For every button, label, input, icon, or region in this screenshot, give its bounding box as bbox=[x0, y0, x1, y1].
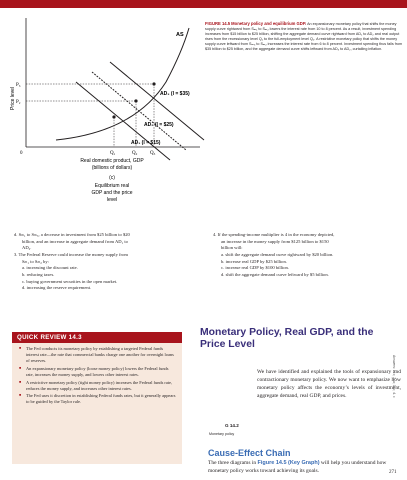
answers-key: Answers: 1. c; 2. a; 3. c; 4. c bbox=[392, 355, 396, 398]
p2-label: P₂ bbox=[16, 100, 21, 105]
figure-subtitle: Monetary policy and equilibrium GDP. bbox=[231, 21, 307, 26]
section-body: We have identified and explained the tools of expansionary and contractionary monetary policy. We now want to emphasize how monetary policy affects the economy’s levels of investment, aggregate demand, real GDP, and prices. bbox=[257, 369, 401, 399]
question-4-stem: 4. If the spending-income multiplier is 4 in the economy depicted, bbox=[213, 232, 335, 237]
cause-effect-text-2: will help you understand how monetary policy works toward achieving its goals. bbox=[208, 460, 387, 474]
question-3-stem-2: Sₘ₁ to Sₘ₂ by: bbox=[22, 258, 49, 264]
figure-text: An expansionary monetary policy that shifts the money supply curve rightward from Sₘ₁ to Sₘ₂ lowers the interest rate from 10 to 8 percent. As a result, investment spending increases from $15 billion to $25 billion, shifting the aggregate demand curve rightward from AD₁ to AD₂ and real output rises from the recessionary level Q₁ to the full-employment level Q₂. A restrictive monetary policy that shifts the money supply curve leftward from Sₘ₃ to Sₘ₂ increases the interest rate from 6 to 8 percent. Investment spending thus falls from $35 billion to $25 billion, and the aggregate demand curve shifts leftward from AD₃ to AD₂, curtailing inflation. bbox=[205, 22, 403, 51]
panel-title-2: GDP and the price bbox=[91, 190, 133, 196]
question-4-option-d: d. shift the aggregate demand curve leftward by $5 billion. bbox=[221, 271, 329, 277]
eq-point-2 bbox=[134, 99, 137, 102]
q1-label: Q₁ bbox=[110, 151, 116, 156]
question-4-option-c: c. increase real GDP by $100 billion. bbox=[221, 265, 289, 271]
eq-point-3 bbox=[152, 82, 155, 85]
x-axis-label-1: Real domestic product, GDP bbox=[80, 158, 144, 164]
question-3-option-a: a. increasing the discount rate. bbox=[22, 265, 78, 271]
panel-title-3: level bbox=[106, 197, 118, 203]
cause-effect-text-1: The three diagrams in bbox=[208, 460, 258, 466]
question-4-stem-3: billion will: bbox=[221, 245, 243, 251]
question-4-stem-2: an increase in the money supply from $125 billion to $150 bbox=[221, 238, 329, 244]
quick-review-item: ■ An expansionary monetary policy (loose money policy) lowers the Federal funds rate, increases the money supply, and lowers other interest rates. bbox=[26, 366, 176, 378]
question-3-option-b: b. reducing taxes. bbox=[22, 271, 55, 277]
figure-number: FIGURE 14.5 bbox=[205, 21, 231, 26]
quick-review-title: QUICK REVIEW 14.3 bbox=[12, 332, 182, 343]
ad1-curve bbox=[76, 82, 170, 160]
questions-left bbox=[14, 232, 130, 292]
cause-effect-body bbox=[208, 460, 401, 476]
question-d-line-1: d. Sₘ₁ to Sₘ₃, a decrease in investment from $25 billion to $20 bbox=[14, 232, 130, 237]
panel-title-1: Equilibrium real bbox=[94, 183, 130, 189]
quick-review-item: ■ The Fed uses it discretion in establishing Federal funds rates, but it generally appears to be guided by the Taylor rule. bbox=[26, 393, 176, 405]
question-d-line-2: billion, and an increase in aggregate demand from AD₁ to bbox=[22, 238, 128, 244]
ad1-label: AD₁ (I = $15) bbox=[131, 140, 161, 146]
quick-review-list bbox=[12, 346, 182, 406]
ad-as-graph bbox=[4, 12, 214, 212]
top-color-bar bbox=[0, 0, 407, 8]
section-title: Monetary Policy, Real GDP, and the Price Level bbox=[200, 327, 374, 350]
p3-label: P₃ bbox=[16, 83, 21, 88]
q3-label: Q₃ bbox=[150, 151, 156, 156]
learning-objective-code: G 14.2 bbox=[225, 423, 239, 428]
ad3-label: AD₃ (I = $35) bbox=[160, 91, 190, 97]
question-4-option-b: b. increase real GDP by $25 billion. bbox=[221, 258, 287, 264]
ad2-label: AD₂ (I = $25) bbox=[144, 122, 174, 128]
panel-label: (c) bbox=[109, 175, 115, 181]
page-number: 271 bbox=[389, 470, 397, 475]
origin-label: 0 bbox=[20, 151, 23, 156]
eq-point-1 bbox=[112, 115, 115, 118]
questions-right bbox=[213, 232, 334, 279]
quick-review-box bbox=[12, 332, 182, 464]
question-d-line-3: AD₂. bbox=[22, 245, 32, 251]
quick-review-item: ■ The Fed conducts its monetary policy by establishing a targeted Federal funds interest rate—the rate that commercial banks charge one another for overnight loans of reserves. bbox=[26, 346, 176, 364]
as-label: AS bbox=[176, 32, 184, 38]
q2-label: Q₂ bbox=[132, 151, 138, 156]
figure-caption bbox=[205, 21, 403, 52]
question-4-option-a: a. shift the aggregate demand curve rightward by $20 billion. bbox=[221, 251, 334, 257]
key-graph-ref: Figure 14.5 (Key Graph) bbox=[257, 460, 320, 466]
learning-objective-label: Monetary policy bbox=[209, 432, 235, 436]
question-3-stem: 3. The Federal Reserve could increase the money supply from bbox=[14, 251, 128, 257]
cause-effect-title: Cause-Effect Chain bbox=[208, 448, 291, 458]
quick-review-item: ■ A restrictive monetary policy (tight money policy) increases the Federal funds rate, reduces the money supply, and increases other interest rates. bbox=[26, 380, 176, 392]
y-axis-label: Price level bbox=[10, 86, 16, 110]
ad2-curve bbox=[92, 72, 186, 150]
question-3-option-d: d. increasing the reserve requirement. bbox=[22, 285, 92, 291]
x-axis-label-2: (billions of dollars) bbox=[91, 165, 133, 171]
question-3-option-c: c. buying government securities in the open market. bbox=[22, 278, 118, 284]
